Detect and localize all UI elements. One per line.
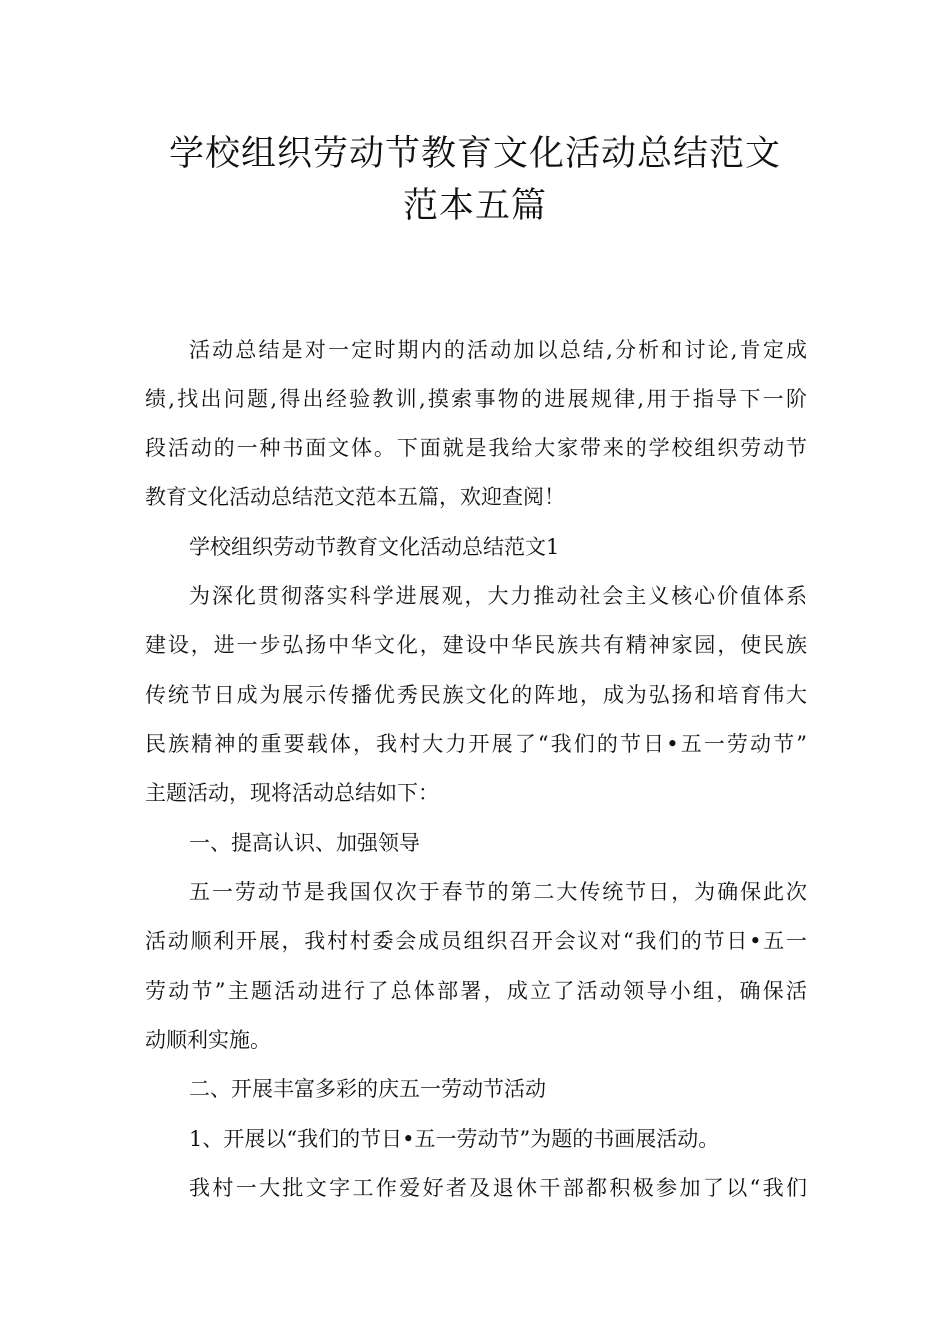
- list-item-1: 1、开展以“我们的节日•五一劳动节”为题的书画展活动。: [189, 1127, 720, 1151]
- paragraph-1-line-2: 建设，进一步弘扬中华文化，建设中华民族共有精神家园，使民族: [145, 633, 807, 657]
- paragraph-2-line-4: 动顺利实施。: [145, 1028, 271, 1052]
- section-heading-1: 学校组织劳动节教育文化活动总结范文1: [189, 535, 560, 559]
- subheading-2: 二、开展丰富多彩的庆五一劳动节活动: [189, 1077, 546, 1101]
- paragraph-2-line-1: 五一劳动节是我国仅次于春节的第二大传统节日，为确保此次: [189, 880, 807, 904]
- subheading-1: 一、提高认识、加强领导: [189, 831, 420, 855]
- paragraph-1-line-4: 民族精神的重要载体，我村大力开展了“我们的节日•五一劳动节”: [145, 732, 807, 756]
- intro-line-4: 教育文化活动总结范文范本五篇，欢迎查阅！: [145, 485, 565, 509]
- paragraph-1-line-5: 主题活动，现将活动总结如下：: [145, 781, 439, 805]
- paragraph-2-line-3: 劳动节”主题活动进行了总体部署，成立了活动领导小组，确保活: [145, 979, 807, 1003]
- intro-line-3: 段活动的一种书面文体。下面就是我给大家带来的学校组织劳动节: [145, 436, 807, 460]
- paragraph-1-line-1: 为深化贯彻落实科学进展观，大力推动社会主义核心价值体系: [189, 584, 807, 608]
- paragraph-2-line-2: 活动顺利开展，我村村委会成员组织召开会议对“我们的节日•五一: [145, 929, 807, 953]
- document-title-line-2: 范本五篇: [402, 186, 547, 226]
- intro-line-1: 活动总结是对一定时期内的活动加以总结,分析和讨论,肯定成: [189, 338, 807, 362]
- paragraph-1-line-3: 传统节日成为展示传播优秀民族文化的阵地，成为弘扬和培育伟大: [145, 683, 807, 707]
- document-title-line-1: 学校组织劳动节教育文化活动总结范文: [168, 134, 781, 174]
- paragraph-3-line-1: 我村一大批文字工作爱好者及退休干部都积极参加了以“我们: [189, 1176, 807, 1200]
- intro-line-2: 绩,找出问题,得出经验教训,摸索事物的进展规律,用于指导下一阶: [145, 387, 807, 411]
